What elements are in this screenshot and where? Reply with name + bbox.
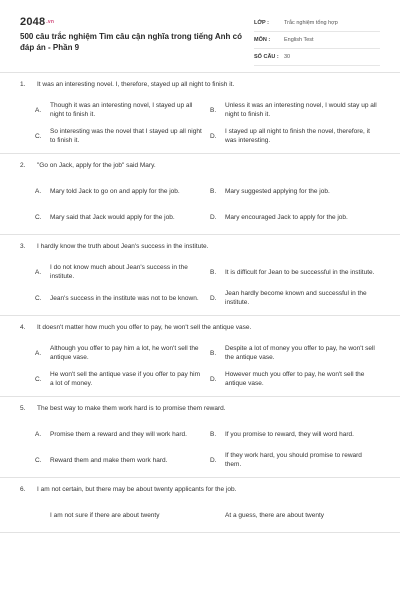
option-letter: C. xyxy=(35,213,42,221)
option-b[interactable] xyxy=(210,97,385,123)
option-b[interactable] xyxy=(210,421,385,447)
question-text: The best way to make them work hard is to promise them reward. xyxy=(37,405,226,412)
option-text: I stayed up all night to finish the novel, therefore, it was interesting. xyxy=(225,128,370,144)
option-letter: B. xyxy=(210,106,217,114)
option-a[interactable] xyxy=(35,340,210,366)
question-3 xyxy=(0,235,400,316)
question-number: 1. xyxy=(20,81,26,88)
option-text: Though it was an interesting novel, I stayed up all night to finish it. xyxy=(50,102,193,118)
option-c[interactable] xyxy=(35,123,210,149)
option-text: Jean's success in the institute was not to be known. xyxy=(50,294,199,302)
option-text: However much you offer to pay, he won't sell the antique vase. xyxy=(225,371,365,387)
option-d[interactable] xyxy=(210,123,385,149)
question-number: 2. xyxy=(20,162,26,169)
answer-options xyxy=(35,502,380,528)
option-a[interactable] xyxy=(35,178,210,204)
option-text: If they work hard, you should promise to reward them. xyxy=(225,452,362,468)
option-letter: A. xyxy=(35,349,42,357)
option-letter: B. xyxy=(210,187,217,195)
option-b[interactable] xyxy=(210,502,385,528)
option-text: Mary suggested applying for the job. xyxy=(225,187,330,195)
option-text: Despite a lot of money you offer to pay, he won't sell the antique vase. xyxy=(225,345,375,361)
option-text: If you promise to reward, they will word hard. xyxy=(225,430,354,438)
meta-value: 30 xyxy=(284,54,291,60)
question-stem xyxy=(20,485,380,494)
question-text: I am not certain, but there may be about twenty applicants for the job. xyxy=(37,486,237,493)
option-text: So interesting was the novel that I stayed up all night to finish it. xyxy=(50,128,202,144)
option-text: Mary told Jack to go on and apply for the job. xyxy=(50,187,180,195)
question-stem xyxy=(20,242,380,251)
option-c[interactable] xyxy=(35,366,210,392)
option-text: It is difficult for Jean to be successful in the institute. xyxy=(225,268,375,276)
document-header xyxy=(0,0,400,64)
question-text: I hardly know the truth about Jean's success in the institute. xyxy=(37,243,209,250)
answer-options xyxy=(35,340,380,392)
option-d[interactable] xyxy=(210,366,385,392)
meta-key: MÔN : xyxy=(254,37,271,43)
question-6 xyxy=(0,478,400,533)
question-text: "Go on Jack, apply for the job" said Mary. xyxy=(37,162,156,169)
answer-options xyxy=(35,97,380,149)
option-letter: D. xyxy=(210,213,217,221)
option-letter: A. xyxy=(35,187,42,195)
option-letter: D. xyxy=(210,294,217,302)
option-text: Mary said that Jack would apply for the job. xyxy=(50,213,175,221)
question-stem xyxy=(20,404,380,413)
option-letter: D. xyxy=(210,375,217,383)
option-d[interactable] xyxy=(210,204,385,230)
question-text: It was an interesting novel. I, therefore, stayed up all night to finish it. xyxy=(37,81,235,88)
option-text: Promise them a reward and they will work hard. xyxy=(50,430,187,438)
meta-row-subject xyxy=(254,32,380,49)
option-letter: C. xyxy=(35,294,42,302)
option-letter: C. xyxy=(35,456,42,464)
option-b[interactable] xyxy=(210,340,385,366)
option-text: Reward them and make them work hard. xyxy=(50,456,168,464)
option-text: Mary encouraged Jack to apply for the job. xyxy=(225,213,348,221)
option-letter: C. xyxy=(35,132,42,140)
site-logo[interactable] xyxy=(20,16,54,28)
option-c[interactable] xyxy=(35,204,210,230)
option-text: At a guess, there are about twenty xyxy=(225,511,325,519)
option-letter: B. xyxy=(210,349,217,357)
question-number: 5. xyxy=(20,405,26,412)
question-list xyxy=(0,73,400,533)
page-title: 500 câu trắc nghiệm Tìm câu cận nghĩa trong tiếng Anh có đáp án - Phần 9 xyxy=(20,32,242,52)
option-b[interactable] xyxy=(210,178,385,204)
option-text: He won't sell the antique vase if you offer to pay him a lot of money. xyxy=(50,371,200,387)
question-text: It doesn't matter how much you offer to pay, he won't sell the antique vase. xyxy=(37,324,252,331)
option-b[interactable] xyxy=(210,259,385,285)
meta-key: SỐ CÂU : xyxy=(254,54,279,60)
question-stem xyxy=(20,323,380,332)
document-meta xyxy=(254,15,380,66)
question-2 xyxy=(0,154,400,235)
option-a[interactable] xyxy=(35,421,210,447)
option-letter: B. xyxy=(210,430,217,438)
meta-row-class xyxy=(254,15,380,32)
option-c[interactable] xyxy=(35,447,210,473)
question-5 xyxy=(0,397,400,478)
option-text: Although you offer to pay him a lot, he won't sell the antique vase. xyxy=(50,345,199,361)
option-text: Unless it was an interesting novel, I would stay up all night to finish it. xyxy=(225,102,377,118)
question-1 xyxy=(0,73,400,154)
option-letter: B. xyxy=(210,268,217,276)
option-letter: C. xyxy=(35,375,42,383)
option-letter: D. xyxy=(210,456,217,464)
option-letter: A. xyxy=(35,430,42,438)
option-a[interactable] xyxy=(35,97,210,123)
meta-row-count xyxy=(254,49,380,66)
option-text: Jean hardly become known and successful in the institute. xyxy=(225,290,367,306)
option-a[interactable] xyxy=(35,259,210,285)
option-text: I am not sure if there are about twenty xyxy=(50,511,160,519)
question-stem xyxy=(20,80,380,89)
logo-main-text: 2048 xyxy=(20,16,46,28)
meta-value: English Test xyxy=(284,37,314,43)
option-a[interactable] xyxy=(35,502,210,528)
option-letter: D. xyxy=(210,132,217,140)
question-number: 3. xyxy=(20,243,26,250)
answer-options xyxy=(35,421,380,473)
option-text: I do not know much about Jean's success in the institute. xyxy=(50,264,188,280)
meta-value: Trắc nghiệm tổng hợp xyxy=(284,20,338,26)
option-d[interactable] xyxy=(210,447,385,473)
option-letter: A. xyxy=(35,106,42,114)
answer-options xyxy=(35,259,380,311)
question-number: 4. xyxy=(20,324,26,331)
answer-options xyxy=(35,178,380,230)
option-c[interactable] xyxy=(35,285,210,311)
logo-domain-text: .vn xyxy=(46,19,55,26)
question-4 xyxy=(0,316,400,397)
question-stem xyxy=(20,161,380,170)
question-number: 6. xyxy=(20,486,26,493)
meta-key: LỚP : xyxy=(254,20,269,26)
option-letter: A. xyxy=(35,268,42,276)
option-d[interactable] xyxy=(210,285,385,311)
